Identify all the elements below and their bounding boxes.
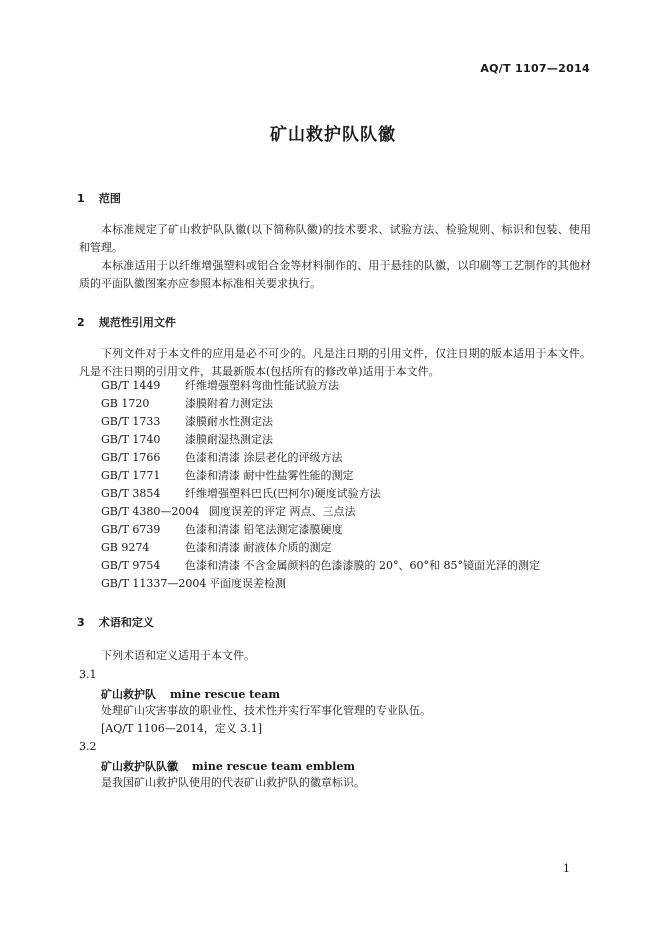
reference-item	[101, 521, 540, 539]
term-definition: 是我国矿山救护队使用的代表矿山救护队的徽章标识。	[101, 776, 365, 789]
reference-title: 纤维增强塑料弯曲性能试验方法	[185, 379, 339, 392]
reference-code: GB/T 1449	[101, 379, 161, 392]
term-chinese: 矿山救护队	[101, 688, 156, 701]
terms-intro: 下列术语和定义适用于本文件。	[101, 649, 255, 662]
reference-item	[101, 485, 540, 503]
section-heading-terms	[77, 614, 154, 630]
standard-code: AQ/T 1107—2014	[480, 62, 590, 75]
section-number: 3	[77, 616, 85, 629]
references-intro: 下列文件对于本文件的应用是必不可少的。凡是注日期的引用文件，仅注日期的版本适用于本文件。凡是不注日期的引用文件，其最新版本(包括所有的修改单)适用于本文件。	[79, 347, 591, 378]
reference-code: GB 9274	[101, 541, 150, 554]
reference-title: 纤维增强塑料巴氏(巴柯尔)硬度试验方法	[185, 487, 381, 500]
scope-paragraph-2: 本标准适用于以纤维增强塑料或铝合金等材料制作的、用于悬挂的队徽，以印刷等工艺制作的其他材质的平面队徽图案亦应参照本标准相关要求执行。	[79, 259, 591, 290]
section-title: 术语和定义	[98, 616, 154, 629]
reference-item	[101, 449, 540, 467]
reference-title: 漆膜耐湿热测定法	[185, 433, 273, 446]
term-chinese: 矿山救护队队徽	[101, 760, 178, 773]
term-number: 3.2	[79, 740, 97, 753]
reference-item	[101, 575, 540, 593]
scope-paragraph-1: 本标准规定了矿山救护队队徽(以下简称队徽)的技术要求、试验方法、检验规则、标识和包装、使用和管理。	[79, 223, 591, 254]
term-english: mine rescue team emblem	[192, 760, 355, 773]
reference-title: 色漆和清漆 不含金属颜料的色漆漆膜的 20°、60°和 85°镜面光泽的测定	[185, 559, 540, 572]
reference-code: GB/T 9754	[101, 559, 161, 572]
reference-title: 色漆和清漆 铅笔法测定漆膜硬度	[185, 523, 343, 536]
reference-item	[101, 467, 540, 485]
page-number: 1	[563, 862, 570, 875]
term-heading	[101, 686, 280, 702]
reference-item	[101, 395, 540, 413]
section-heading-scope	[77, 190, 121, 206]
section-number: 1	[77, 192, 85, 205]
reference-item	[101, 503, 540, 521]
document-title: 矿山救护队队徽	[270, 125, 396, 145]
reference-title: 色漆和清漆 涂层老化的评级方法	[185, 451, 343, 464]
reference-item	[101, 413, 540, 431]
reference-item	[101, 377, 540, 395]
term-definition: 处理矿山灾害事故的职业性、技术性并实行军事化管理的专业队伍。	[101, 704, 431, 717]
reference-code: GB/T 1766	[101, 451, 161, 464]
reference-code: GB/T 1733	[101, 415, 161, 428]
term-english: mine rescue team	[170, 688, 280, 701]
term-number: 3.1	[79, 668, 97, 681]
reference-item	[101, 431, 540, 449]
reference-title: 漆膜附着力测定法	[185, 397, 273, 410]
reference-item	[101, 557, 540, 575]
section-title: 规范性引用文件	[98, 316, 176, 329]
reference-code: GB 1720	[101, 397, 150, 410]
reference-code: GB/T 6739	[101, 523, 161, 536]
reference-code: GB/T 11337—2004	[101, 577, 207, 590]
reference-code: GB/T 1740	[101, 433, 161, 446]
reference-title: 漆膜耐水性测定法	[185, 415, 273, 428]
reference-item	[101, 539, 540, 557]
reference-code: GB/T 1771	[101, 469, 161, 482]
section-number: 2	[77, 316, 85, 329]
reference-list	[101, 377, 540, 593]
reference-title: 色漆和清漆 耐液体介质的测定	[185, 541, 332, 554]
reference-title: 平面度误差检测	[209, 577, 286, 590]
section-heading-references	[77, 314, 176, 330]
reference-code: GB/T 4380—2004	[101, 505, 200, 518]
term-heading	[101, 758, 355, 774]
term-source: [AQ/T 1106—2014，定义 3.1]	[101, 722, 263, 735]
reference-code: GB/T 3854	[101, 487, 161, 500]
section-title: 范围	[98, 192, 121, 205]
reference-title: 色漆和清漆 耐中性盐雾性能的测定	[185, 469, 354, 482]
reference-title: 圆度误差的评定 两点、三点法	[209, 505, 356, 518]
